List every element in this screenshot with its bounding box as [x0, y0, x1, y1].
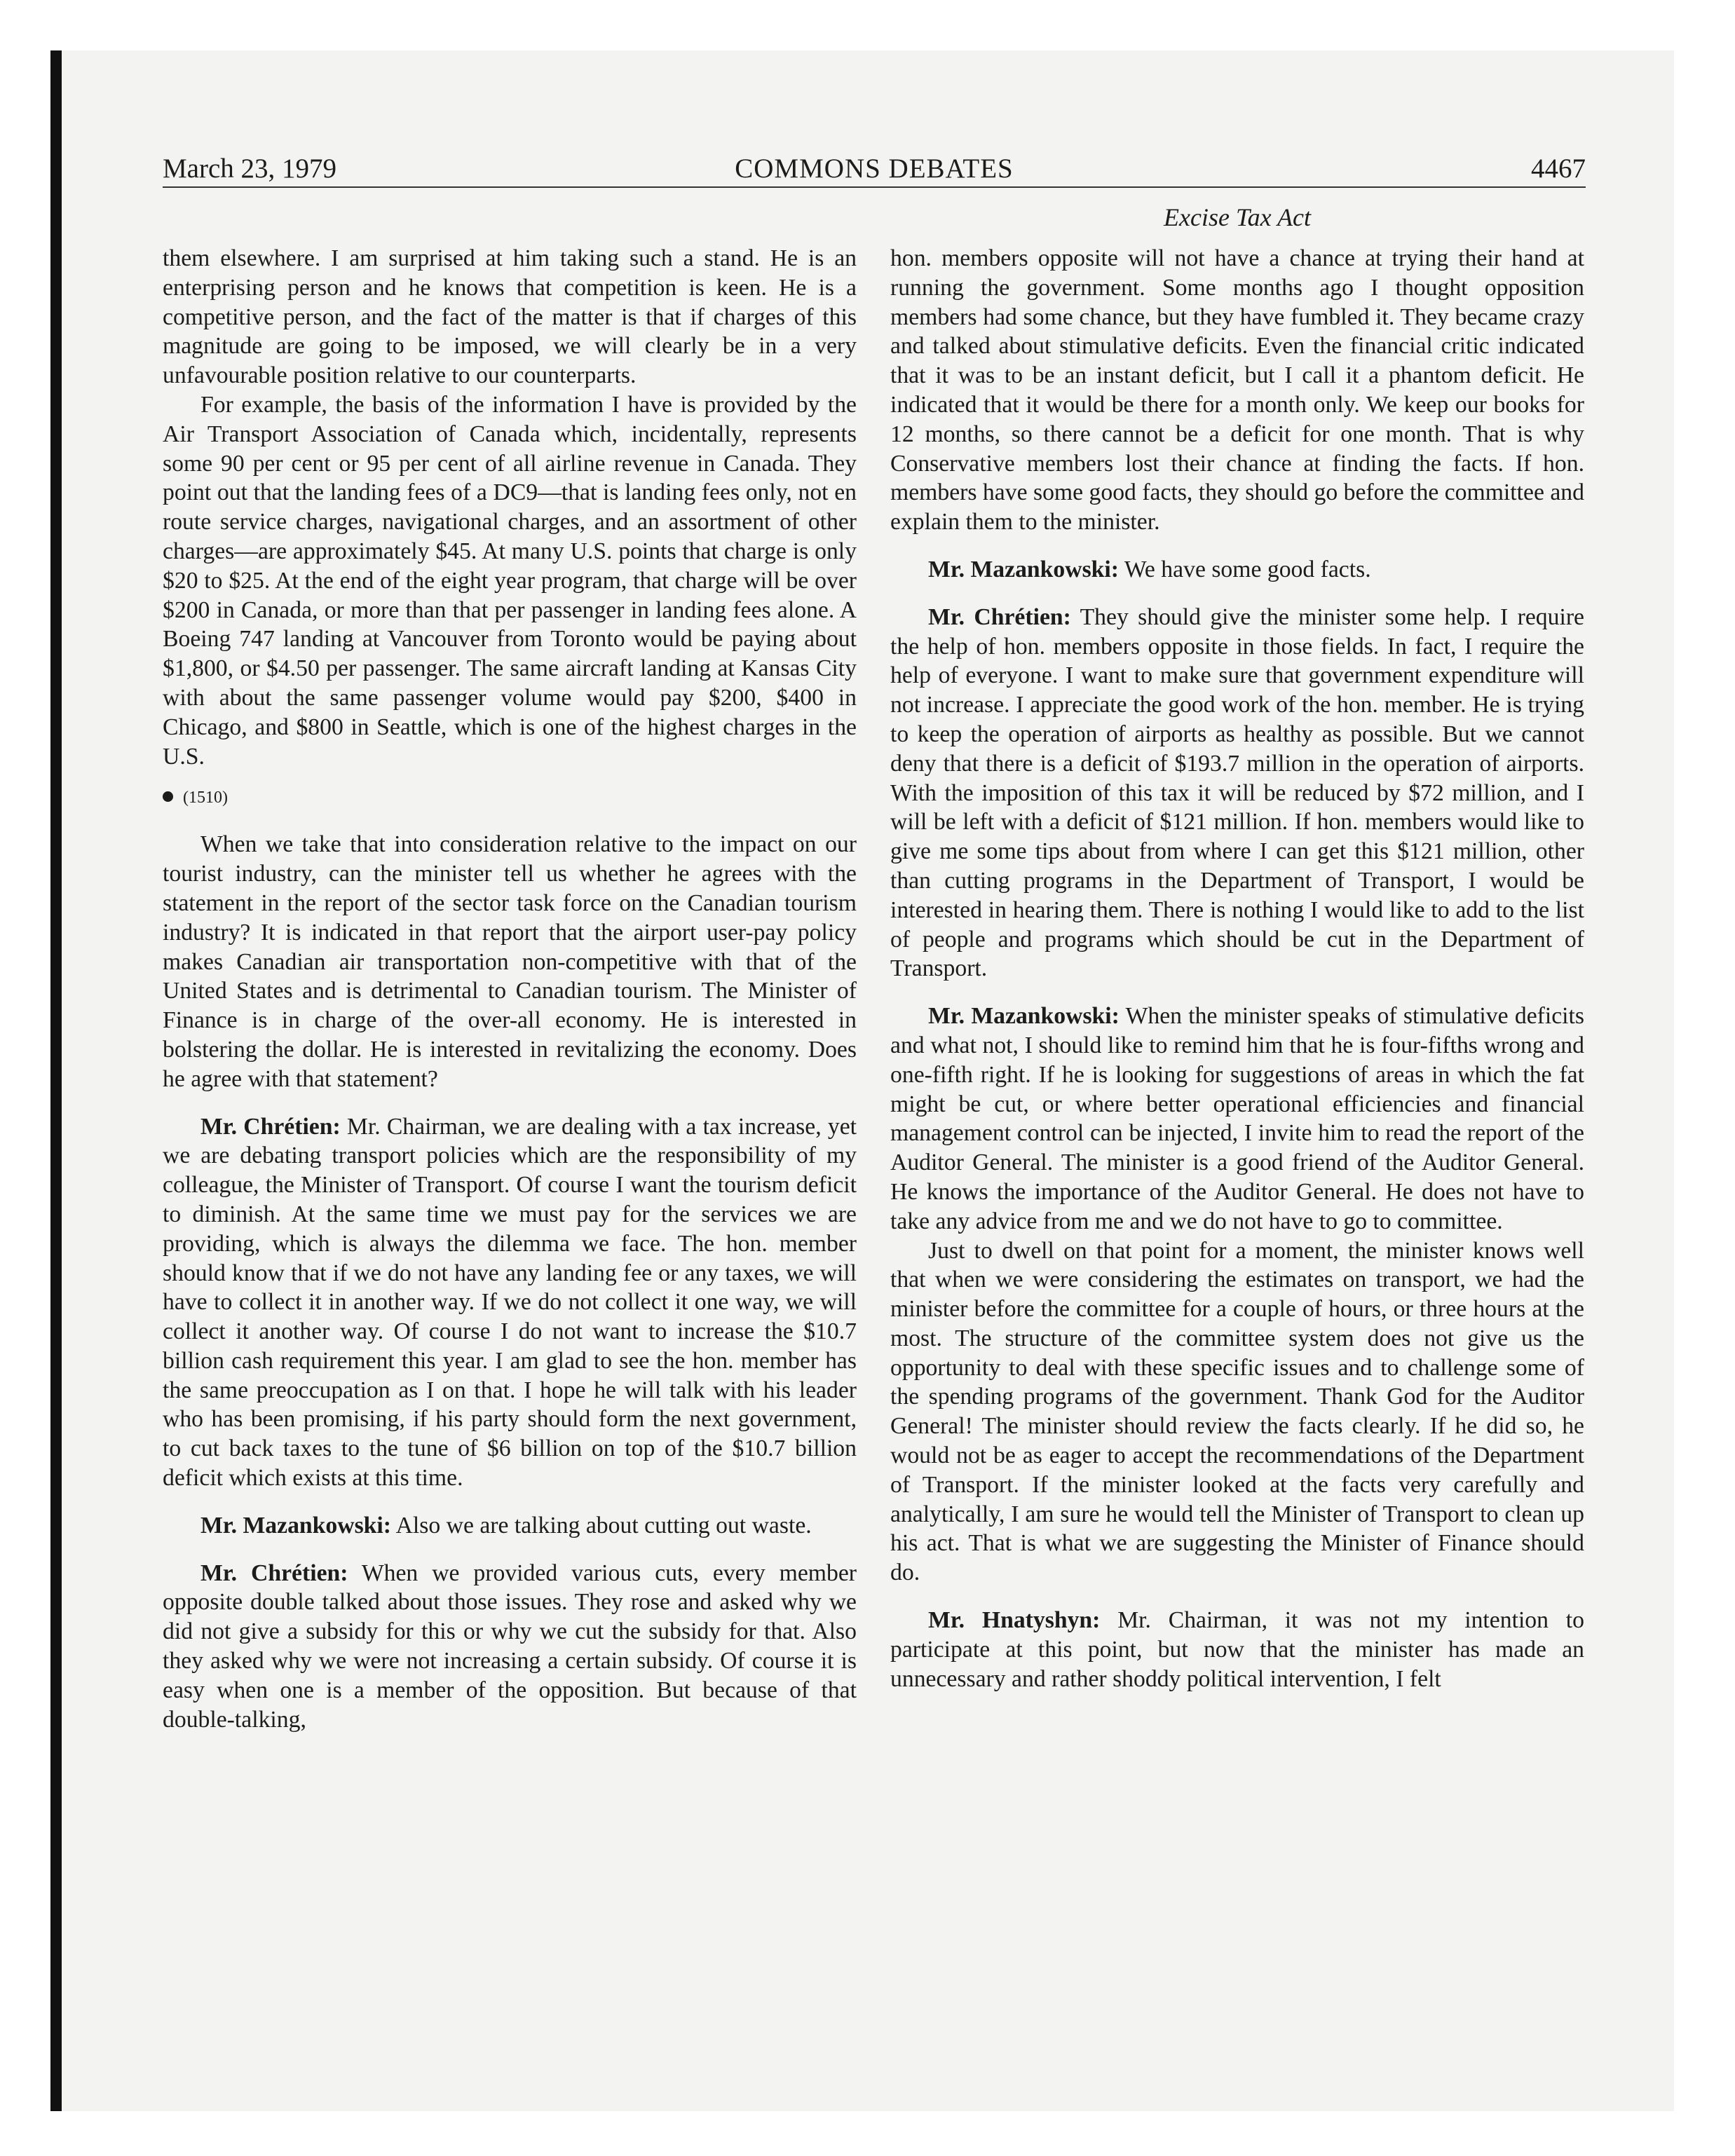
time-marker-text: (1510): [183, 789, 228, 807]
running-header: [163, 149, 1586, 189]
speaker-name: Mr. Chrétien:: [200, 1560, 348, 1586]
speech-text: When the minister speaks of stimulative deficits and what not, I should like to remind him that he is four-fifths wrong and one-fifth right. If he is looking for suggestions of areas in which the fat might be cut, or where better operational efficiencies and financial management control can be injected, I invite him to read the report of the Auditor General. The minister is a good friend of the Auditor General. He knows the importance of the Auditor General. He does not have to take any advice from me and we do not have to go to committee.: [890, 1003, 1584, 1234]
speaker-name: Mr. Hnatyshyn:: [928, 1607, 1101, 1634]
left-column: [163, 244, 857, 1734]
header-rule: [163, 186, 1586, 188]
speech-text: Also we are talking about cutting out waste.: [395, 1512, 812, 1538]
scan-edge-shadow: [50, 50, 62, 2111]
speech: [890, 1002, 1584, 1236]
section-title: Excise Tax Act: [1164, 203, 1311, 231]
paragraph: hon. members opposite will not have a chance at trying their hand at running the government. Some months ago I thought opposition members had some chance, but they have fumbled it. They became crazy and talked about stimulative deficits. Even the financial critic indicated that it was to be an instant deficit, but I call it a phantom deficit. He indicated that it would be there for a month only. We keep our books for 12 months, so there cannot be a deficit for one month. That is why Conservative members lost their chance at finding the facts. If hon. members have some good facts, they should go before the committee and explain them to the minister.: [890, 245, 1584, 535]
page-number: 4467: [1531, 153, 1586, 184]
speech: [163, 1559, 857, 1735]
paragraph: When we take that into consideration relative to the impact on our tourist industry, can the minister tell us whether he agrees with the statement in the report of the sector task force on the Canadian tourism industry? It is indicated in that report that the airport user-pay policy makes Canadian air transportation non-competitive with that of the United States and is detrimental to Canadian tourism. The Minister of Finance is in charge of the over-all economy. He is interested in bolstering the dollar. He is interested in revitalizing the economy. Does he agree with that statement?: [163, 831, 857, 1092]
speech-text: They should give the minister some help. I require the help of hon. members opposite in those fields. In fact, I require the help of everyone. I want to make sure that government expenditure will not increase. I appreciate the good work of the hon. member. He is trying to keep the operation of airports as healthy as possible. But we cannot deny that there is a deficit of $193.7 million in the operation of airports. With the imposition of this tax it will be reduced by $72 million, and I will be left with a deficit of $121 million. If hon. members would like to give me some tips about from where I can get this $121 million, other than cutting programs in the Department of Transport, I would be interested in hearing them. There is nothing I would like to add to the list of people and programs which should be cut in the Department of Transport.: [890, 603, 1584, 982]
speaker-name: Mr. Chrétien:: [928, 603, 1071, 630]
speech: [890, 603, 1584, 983]
paragraph: For example, the basis of the information I have is provided by the Air Transport Association of Canada which, incidentally, represents some 90 per cent or 95 per cent of all airline revenue in Canada. They point out that the landing fees of a DC9—that is landing fees only, not en route service charges, navigational charges, and an assortment of other charges—are approximately $45. At many U.S. points that charge is only $20 to $25. At the end of the eight year program, that charge will be over $200 in Canada, or more than that per passenger in landing fees alone. A Boeing 747 landing at Vancouver from Toronto would be paying about $1,800, or $4.50 per passenger. The same aircraft landing at Kansas City with about the same passenger volume would pay $200, $400 in Chicago, and $800 in Seattle, which is one of the highest charges in the U.S.: [163, 391, 857, 770]
speaker-name: Mr. Chrétien:: [200, 1113, 341, 1140]
speech: [890, 1606, 1584, 1693]
speaker-name: Mr. Mazankowski:: [928, 1003, 1120, 1030]
speech: [163, 1511, 857, 1541]
speaker-name: Mr. Mazankowski:: [928, 556, 1119, 582]
time-marker: [163, 784, 857, 812]
paragraph: Just to dwell on that point for a moment, the minister knows well that when we were considering the estimates on transport, we had the minister before the committee for a couple of hours, or three hours at the most. The structure of the committee system does not give us the opportunity to deal with these specific issues and to challenge some of the spending programs of the government. Thank God for the Auditor General! The minister should review the facts clearly. If he did so, he would not be as eager to accept the recommendations of the Department of Transport. If the minister looked at the facts very carefully and analytically, I am sure he would tell the Minister of Transport to clean up his act. That is what we are suggesting the Minister of Finance should do.: [890, 1237, 1584, 1586]
header-title: COMMONS DEBATES: [735, 153, 1014, 184]
header-date: March 23, 1979: [163, 153, 337, 184]
right-column: [890, 244, 1584, 1693]
speech-text: We have some good facts.: [1124, 556, 1371, 582]
paragraph: them elsewhere. I am surprised at him taking such a stand. He is an enterprising person and he knows that competition is keen. He is a competitive person, and the fact of the matter is that if charges of this magnitude are going to be imposed, we will clearly be in a very unfavourable position relative to our counterparts.: [163, 245, 857, 389]
speaker-name: Mr. Mazankowski:: [200, 1512, 391, 1538]
speech-text: Mr. Chairman, we are dealing with a tax increase, yet we are debating transport policies which are the responsibility of my colleague, the Minister of Transport. Of course I want the tourism deficit to diminish. At the same time we must pay for the services we are providing, which is always the dilemma we face. The hon. member should know that if we do not have any landing fee or any taxes, we will have to collect it in another way. If we do not collect it one way, we will collect it another way. Of course I do not want to increase the $10.7 billion cash requirement this year. I am glad to see the hon. member has the same preoccupation as I on that. I hope he will talk with his leader who has been promising, if his party should form the next government, to cut back taxes to the tune of $6 billion on top of the $10.7 billion deficit which exists at this time.: [163, 1113, 857, 1492]
speech: [163, 1112, 857, 1493]
speech: [890, 555, 1584, 585]
speech-text: When we provided various cuts, every member opposite double talked about those issues. They rose and asked why we did not give a subsidy for this or why we cut the subsidy for that. Also they asked why we were not increasing a certain subsidy. Of course it is easy when one is a member of the opposition. But because of that double-talking,: [163, 1560, 857, 1733]
speech-text: Mr. Chairman, it was not my intention to participate at this point, but now that the minister has made an unnecessary and rather shoddy political intervention, I felt: [890, 1607, 1584, 1692]
bullet-icon: [163, 791, 173, 802]
